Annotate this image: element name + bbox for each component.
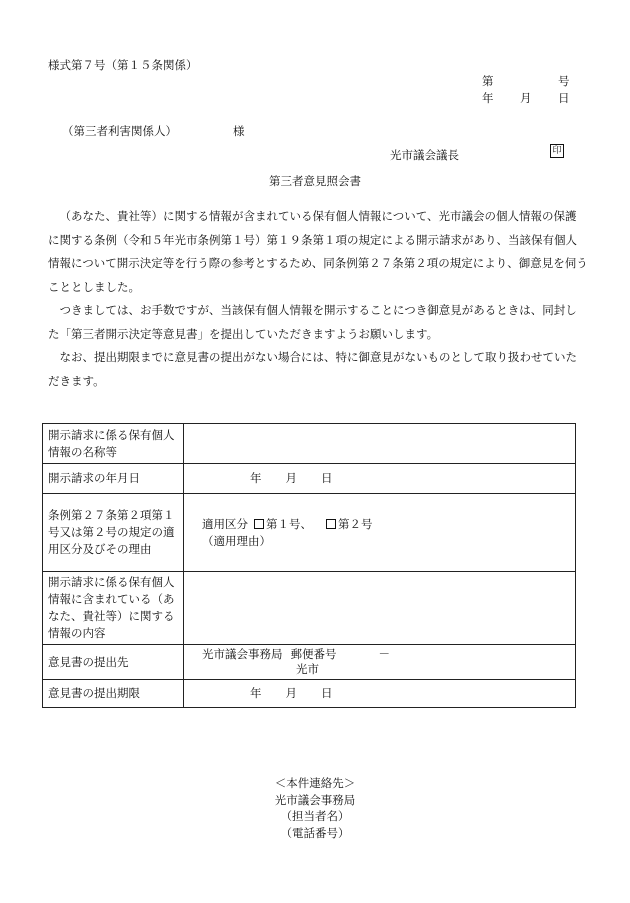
field-request-date[interactable] <box>184 464 576 494</box>
request-date-month: 月 <box>285 471 297 485</box>
date-month: 月 <box>520 91 532 105</box>
destination-city: 光市 <box>296 662 319 676</box>
document-title: 第三者意見照会書 <box>269 174 361 188</box>
postal-code-dash: － <box>378 647 390 661</box>
table-row <box>43 494 576 572</box>
field-submission-destination <box>184 645 576 680</box>
info-table <box>42 423 576 708</box>
date-year: 年 <box>482 91 494 105</box>
body-paragraph-1: （あなた、貴社等）に関する情報が含まれている保有個人情報について、光市議会の個人情報の保護に関する条例（令和５年光市条例第１号）第１９条第１項の規定による開示請求があり、当該保有個人情報について開示決定等を行う際の参考とするため、同条例第２７条第２項の規定により、御意見を伺うこととしました。 <box>48 209 588 294</box>
field-applicable-category <box>184 494 576 572</box>
row-label-applicable-category: 条例第２７条第２項第１号又は第２号の規定の適用区分及びその理由 <box>43 494 184 572</box>
number-label-post: 号 <box>558 74 570 88</box>
checkbox-item-2-label: 第２号 <box>338 516 373 531</box>
number-label-pre: 第 <box>482 74 494 88</box>
sender: 光市議会議長 <box>390 148 459 162</box>
deadline-year: 年 <box>250 686 262 700</box>
body-paragraph-3: なお、提出期限までに意見書の提出がない場合には、特に御意見がないものとして取り扱わせていただきます。 <box>48 350 577 388</box>
field-request-info[interactable] <box>184 424 576 464</box>
field-info-content[interactable] <box>184 572 576 645</box>
body-paragraph-2: つきましては、お手数ですが、当該保有個人情報を開示することにつき御意見があるときは、同封した「第三者開示決定等意見書」を提出していただきますようお願いします。 <box>48 303 577 341</box>
field-submission-deadline[interactable] <box>184 680 576 708</box>
body-text <box>48 205 588 393</box>
destination-office: 光市議会事務局 <box>202 647 283 661</box>
category-label: 適用区分 <box>202 516 248 531</box>
date-day: 日 <box>558 91 570 105</box>
category-line <box>202 516 570 533</box>
contact-office: 光市議会事務局 <box>274 792 356 807</box>
table-row <box>43 572 576 645</box>
row-label-request-date: 開示請求の年月日 <box>43 464 184 494</box>
reason-label: （適用理由） <box>202 533 271 548</box>
row-label-info-content: 開示請求に係る保有個人情報に含まれている（あなた、貴社等）に関する情報の内容 <box>43 572 184 645</box>
table-row <box>43 645 576 680</box>
table-row <box>43 424 576 464</box>
contact-phone: （電話番号） <box>280 825 350 840</box>
table-row <box>43 680 576 708</box>
row-label-submission-destination: 意見書の提出先 <box>43 645 184 680</box>
checkbox-item-2[interactable] <box>326 519 336 529</box>
row-label-submission-deadline: 意見書の提出期限 <box>43 680 184 708</box>
row-label-request-info: 開示請求に係る保有個人情報の名称等 <box>43 424 184 464</box>
deadline-day: 日 <box>321 686 333 700</box>
contact-heading: ＜本件連絡先＞ <box>274 776 356 790</box>
postal-code-label: 郵便番号 <box>290 647 337 661</box>
request-date-day: 日 <box>321 471 333 485</box>
checkbox-item-1-label: 第１号、 <box>266 516 312 531</box>
contact-block <box>0 775 630 841</box>
addressee: （第三者利害関係人） <box>62 124 177 138</box>
contact-person: （担当者名） <box>280 809 350 823</box>
addressee-suffix: 様 <box>233 124 245 138</box>
checkbox-item-1[interactable] <box>254 519 264 529</box>
deadline-month: 月 <box>285 686 297 700</box>
seal-mark: 印 <box>550 144 564 158</box>
destination-line-1 <box>202 647 570 662</box>
form-id: 様式第７号（第１５条関係） <box>48 58 198 72</box>
table-row <box>43 464 576 494</box>
request-date-year: 年 <box>250 471 262 485</box>
